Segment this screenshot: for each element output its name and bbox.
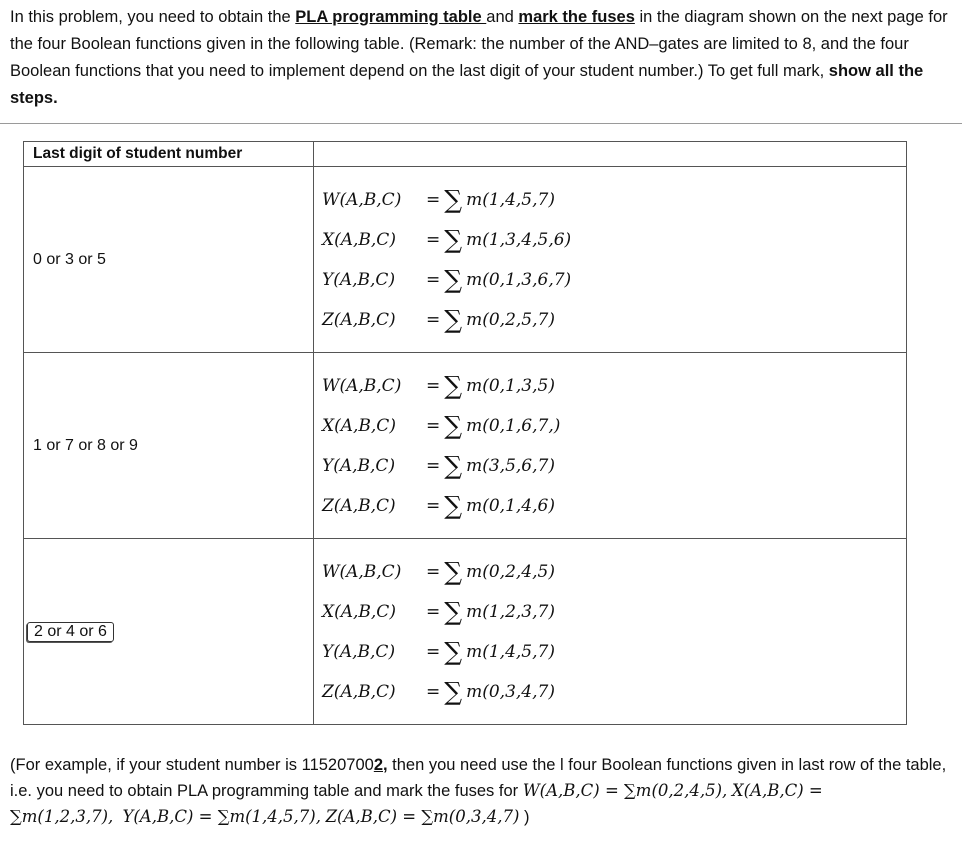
equation-w: W(A,B,C) = ∑ m(0,2,4,5) bbox=[322, 552, 906, 592]
sigma-symbol: ∑ bbox=[444, 264, 463, 294]
note-math-x: X(A,B,C) = ∑m(1,2,3,7), bbox=[10, 781, 823, 826]
note-math-y: Y(A,B,C) = ∑m(1,4,5,7), bbox=[122, 807, 321, 826]
equations-cell bbox=[314, 539, 907, 725]
equation-y: Y(A,B,C) = ∑ m(3,5,6,7) bbox=[322, 446, 906, 486]
note-text-3: ) bbox=[519, 808, 530, 826]
sigma-symbol: ∑ bbox=[444, 490, 463, 520]
separator-line bbox=[0, 123, 962, 124]
equation-x: X(A,B,C) = ∑ m(0,1,6,7,) bbox=[322, 406, 906, 446]
equation-w: W(A,B,C) = ∑ m(0,1,3,5) bbox=[322, 366, 906, 406]
problem-statement bbox=[10, 4, 950, 112]
pla-table-emphasis: PLA programming table bbox=[295, 8, 487, 26]
sigma-symbol: ∑ bbox=[444, 304, 463, 334]
table-row bbox=[24, 353, 907, 539]
intro-text-1: In this problem, you need to obtain the bbox=[10, 8, 296, 26]
equation-z: Z(A,B,C) = ∑ m(0,2,5,7) bbox=[322, 300, 906, 340]
sigma-symbol: ∑ bbox=[444, 556, 463, 586]
equations-cell bbox=[314, 167, 907, 353]
equation-z: Z(A,B,C) = ∑ m(0,1,4,6) bbox=[322, 486, 906, 526]
note-math-w: W(A,B,C) = ∑m(0,2,4,5), bbox=[522, 781, 728, 800]
table-row bbox=[24, 167, 907, 353]
circled-digit-highlight: 2 or 4 or 6 bbox=[27, 622, 114, 642]
table-header-functions bbox=[314, 142, 907, 167]
equations-cell bbox=[314, 353, 907, 539]
sigma-symbol: ∑ bbox=[444, 370, 463, 400]
equation-w: W(A,B,C) = ∑ m(1,4,5,7) bbox=[322, 180, 906, 220]
note-text-2: then you need use the l four Boolean functions given in last row of the table, i.e. you need to obtain PLA programming table and mark the fuses for bbox=[10, 756, 947, 800]
intro-text-2: and bbox=[486, 8, 519, 26]
digit-cell: 0 or 3 or 5 bbox=[24, 167, 314, 353]
sigma-symbol: ∑ bbox=[444, 410, 463, 440]
equation-y: Y(A,B,C) = ∑ m(1,4,5,7) bbox=[322, 632, 906, 672]
show-steps-emphasis: show all the steps. bbox=[10, 62, 924, 107]
intro-text-3: in the diagram shown on the next page for the four Boolean functions given in the following table. (Remark: the number of the AND–gates are limited to 8, and the four Boolean functions that you need to implement depend on the last digit of your student number.) To get full mark, bbox=[10, 8, 948, 80]
equation-y: Y(A,B,C) = ∑ m(0,1,3,6,7) bbox=[322, 260, 906, 300]
sigma-symbol: ∑ bbox=[444, 224, 463, 254]
sigma-symbol: ∑ bbox=[444, 636, 463, 666]
equation-z: Z(A,B,C) = ∑ m(0,3,4,7) bbox=[322, 672, 906, 712]
mark-fuses-emphasis: mark the fuses bbox=[518, 8, 635, 26]
table-header-digit: Last digit of student number bbox=[24, 142, 314, 167]
table-header-row bbox=[24, 142, 907, 167]
boolean-function-table bbox=[23, 141, 907, 725]
note-digit-emphasis: 2, bbox=[373, 756, 388, 774]
digit-cell bbox=[24, 539, 314, 725]
sigma-symbol: ∑ bbox=[444, 450, 463, 480]
note-text-1: (For example, if your student number is 11520700 bbox=[10, 756, 374, 774]
note-math-z: Z(A,B,C) = ∑m(0,3,4,7) bbox=[325, 807, 520, 826]
table-row bbox=[24, 539, 907, 725]
sigma-symbol: ∑ bbox=[444, 596, 463, 626]
example-note bbox=[10, 752, 955, 830]
sigma-symbol: ∑ bbox=[444, 676, 463, 706]
digit-cell: 1 or 7 or 8 or 9 bbox=[24, 353, 314, 539]
equation-x: X(A,B,C) = ∑ m(1,2,3,7) bbox=[322, 592, 906, 632]
equation-x: X(A,B,C) = ∑ m(1,3,4,5,6) bbox=[322, 220, 906, 260]
sigma-symbol: ∑ bbox=[444, 184, 463, 214]
